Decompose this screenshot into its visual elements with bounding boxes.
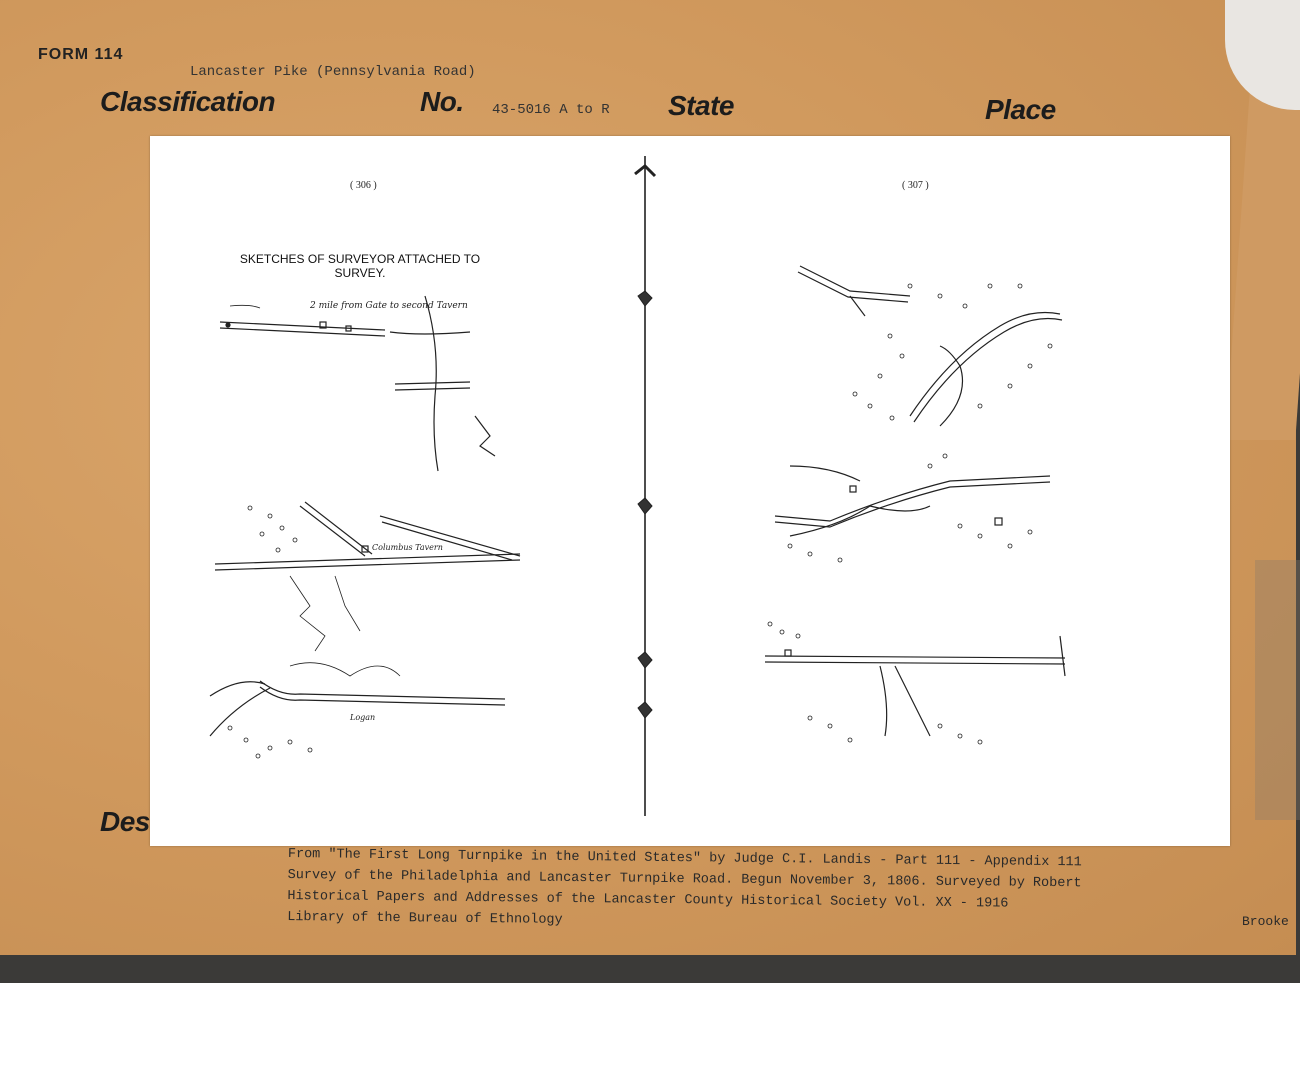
sketch-right-middle xyxy=(775,454,1050,562)
sketch-left-bottom xyxy=(210,663,505,758)
plate-title-line-2: SURVEY. xyxy=(334,266,386,280)
sketch-left-top xyxy=(220,296,495,471)
caption-line-4: Library of the Bureau of Ethnology xyxy=(287,909,563,928)
typed-caption xyxy=(287,844,1248,938)
number-heading: No. xyxy=(420,86,464,117)
logan-annotation: Logan xyxy=(350,713,376,722)
sketch-right-bottom xyxy=(765,622,1065,744)
caption-line-2: Survey of the Philadelphia and Lancaster Turnpike Road. Begun November 3, 1806. Surveyed by Robert xyxy=(287,867,1082,892)
place-heading: Place xyxy=(985,94,1056,125)
caption-line-1: From "The First Long Turnpike in the United States" by Judge C.I. Landis - Part 111 - Appendix 111 xyxy=(287,846,1082,871)
caption-overflow-text: Brooke xyxy=(1242,914,1289,929)
plate-title-line-1: SKETCHES OF SURVEYOR ATTACHED TO xyxy=(239,252,481,266)
classification-heading: Classification xyxy=(100,86,276,117)
photograph-of-book-pages xyxy=(150,136,1230,846)
description-heading: Des xyxy=(100,806,150,837)
tavern-annotation: Columbus Tavern xyxy=(372,543,443,552)
typed-label: Lancaster Pike (Pennsylvania Road) xyxy=(190,64,476,80)
sketch-right-top xyxy=(798,266,1062,426)
caption-line-3: Historical Papers and Addresses of the Lancaster County Historical Society Vol. XX - 1916 xyxy=(287,888,1009,912)
torn-edge xyxy=(1255,560,1300,820)
torn-corner xyxy=(1225,0,1300,110)
state-heading: State xyxy=(668,90,734,121)
catalog-number: 43-5016 A to R xyxy=(492,102,610,118)
right-page-number: ( 307 ) xyxy=(902,180,929,191)
form-number: FORM 114 xyxy=(38,46,124,63)
sketch-left-middle xyxy=(215,502,520,651)
top-road-annotation: 2 mile from Gate to second Tavern xyxy=(310,301,468,311)
book-gutter xyxy=(635,156,655,816)
survey-sketches xyxy=(150,136,1230,846)
left-page-number: ( 306 ) xyxy=(350,180,377,191)
